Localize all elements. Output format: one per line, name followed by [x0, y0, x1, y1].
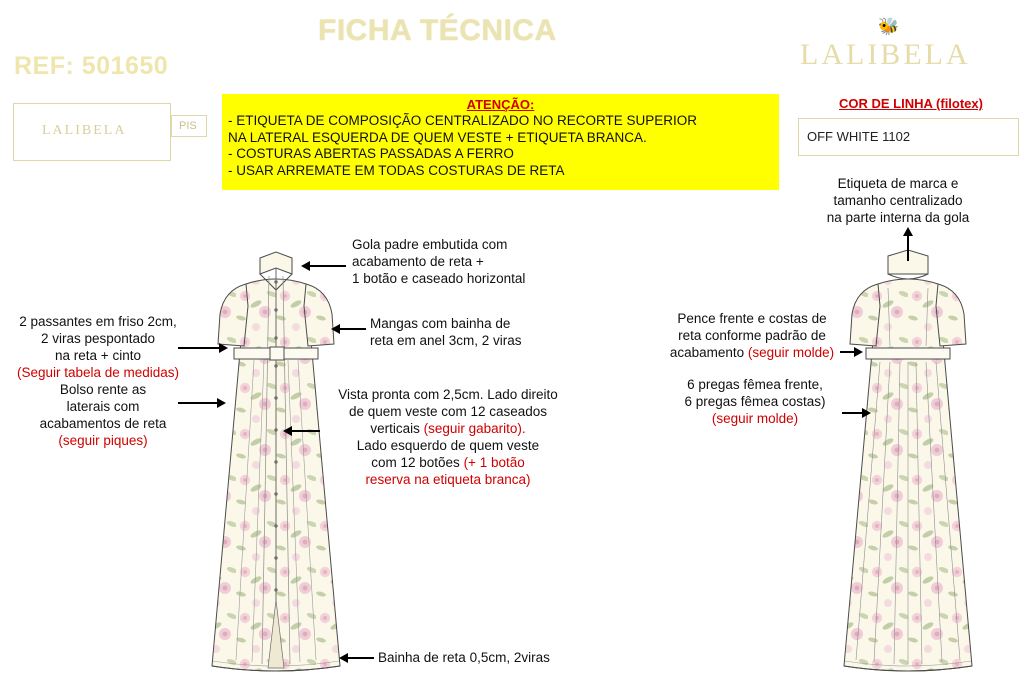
dress-back-illustration [828, 240, 988, 680]
annotation-placket-line-5-red: (+ 1 botão [463, 455, 525, 470]
annotation-placket-line-1: Vista pronta com 2,5cm. Lado direito [338, 387, 558, 402]
arrow-sleeves-head [331, 324, 340, 334]
annotation-brand-label-line-1: Etiqueta de marca e [837, 176, 959, 191]
annotation-darts-line-2: reta conforme padrão de [678, 328, 826, 343]
arrow-brand-label-head [903, 227, 913, 236]
arrow-pocket-head [217, 398, 226, 408]
annotation-hem [378, 649, 658, 666]
arrow-darts-head [854, 347, 863, 357]
annotation-pocket-line-4: (seguir piques) [58, 433, 148, 448]
annotation-pleats-line-3: (seguir molde) [711, 411, 799, 426]
brand-label-box [13, 103, 171, 161]
annotation-belt-loops-line-2: 2 viras pespontado [40, 331, 156, 346]
bee-icon: 🐝 [878, 17, 900, 36]
annotation-darts-line-1: Pence frente e costas de [677, 311, 827, 326]
arrow-belt-loops-head [219, 343, 228, 353]
annotation-collar-line-1: Gola padre embutida com [352, 237, 508, 252]
annotation-pocket [10, 381, 196, 449]
annotation-belt-loops-line-4: (Seguir tabela de medidas) [16, 365, 180, 380]
thread-color-value: OFF WHITE 1102 [807, 129, 911, 144]
annotation-brand-label-line-2: tamanho centralizado [833, 193, 963, 208]
arrow-collar-line [310, 265, 346, 267]
thread-color-title: COR DE LINHA (filotex) [839, 96, 983, 111]
brand-label-text: LALIBELA [42, 123, 127, 138]
arrow-collar-head [301, 261, 310, 271]
annotation-placket [320, 386, 576, 488]
arrow-sleeves-line [340, 328, 366, 330]
annotation-belt-loops-line-1: 2 passantes em friso 2cm, [19, 314, 177, 329]
annotation-placket-line-4: Lado esquerdo de quem veste [356, 438, 540, 453]
attention-title: ATENÇÃO: [466, 97, 535, 112]
annotation-placket-line-6: reserva na etiqueta branca) [365, 472, 531, 487]
annotation-pocket-line-1: Bolso rente as [59, 382, 147, 397]
arrow-pocket-line [178, 402, 218, 404]
annotation-belt-loops [0, 313, 196, 381]
annotation-collar-line-2: acabamento de reta + [352, 254, 484, 269]
annotation-placket-line-3: verticais [370, 421, 424, 436]
arrow-pleats-head [862, 408, 871, 418]
annotation-sleeves [370, 315, 570, 349]
annotation-pleats-line-2: 6 pregas fêmea costas) [684, 394, 826, 409]
reference-number: REF: 501650 [14, 52, 169, 80]
annotation-pleats-line-1: 6 pregas fêmea frente, [687, 377, 823, 392]
attention-line-4: - USAR ARREMATE EM TODAS COSTURAS DE RETA [228, 162, 565, 178]
pis-box [171, 115, 207, 137]
arrow-belt-loops-line [178, 347, 220, 349]
annotation-hem-line-1: Bainha de reta 0,5cm, 2viras [378, 650, 550, 665]
annotation-pleats [650, 376, 860, 427]
page-title: FICHA TÉCNICA [318, 14, 557, 47]
annotation-placket-line-3-red: (seguir gabarito). [423, 421, 526, 436]
arrow-placket-head [283, 426, 292, 436]
annotation-collar [352, 236, 562, 287]
thread-color-box [798, 96, 1024, 158]
annotation-collar-line-3: 1 botão e caseado horizontal [352, 271, 526, 286]
brand-logo: LALIBELA [800, 38, 971, 71]
thread-color-value-box [798, 118, 1019, 156]
annotation-placket-line-5: com 12 botões [371, 455, 464, 470]
annotation-placket-line-2: de quem veste com 12 caseados [348, 404, 548, 419]
arrow-placket-line [292, 430, 320, 432]
attention-line-1: - ETIQUETA DE COMPOSIÇÃO CENTRALIZADO NO RECORTE SUPERIOR [228, 113, 698, 128]
annotation-darts-line-3-red: (seguir molde) [747, 345, 835, 360]
annotation-pocket-line-2: laterais com [66, 399, 140, 414]
attention-box [222, 94, 779, 190]
arrow-hem-head [339, 653, 348, 663]
annotation-brand-label-line-3: na parte interna da gola [826, 210, 970, 225]
attention-line-2: NA LATERAL ESQUERDA DE QUEM VESTE + ETIQUETA BRANCA. [228, 129, 647, 145]
annotation-brand-label [790, 175, 1006, 226]
annotation-pocket-line-3: acabamentos de reta [39, 416, 167, 431]
arrow-pleats-line [842, 412, 864, 414]
annotation-sleeves-line-2: reta em anel 3cm, 2 viras [370, 333, 522, 348]
annotation-darts-line-3: acabamento [669, 345, 748, 360]
annotation-darts [646, 310, 858, 361]
arrow-brand-label-line [907, 235, 909, 261]
annotation-sleeves-line-1: Mangas com bainha de [370, 316, 511, 331]
annotation-belt-loops-line-3: na reta + cinto [55, 348, 141, 363]
pis-label: PIS [179, 120, 197, 132]
attention-line-3: - COSTURAS ABERTAS PASSADAS A FERRO [228, 146, 514, 161]
arrow-hem-line [348, 657, 374, 659]
